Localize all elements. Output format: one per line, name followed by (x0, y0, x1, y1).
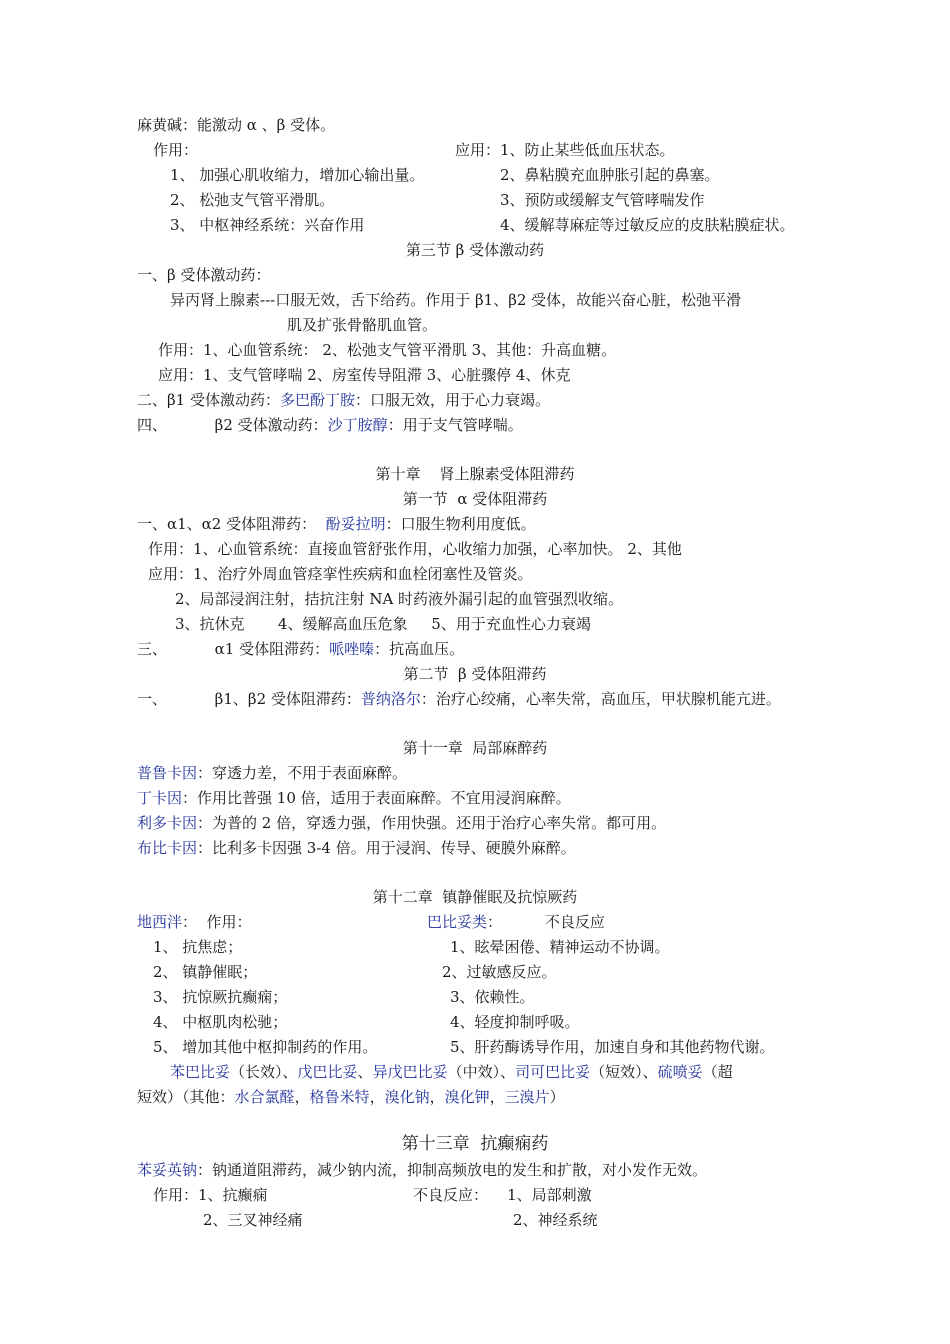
alpha-blocker-line: 一、α1、α2 受体阻滞药： 酚妥拉明：口服生物利用度低。 (137, 515, 536, 533)
ephedrine-action-1: 1、 加强心肌收缩力，增加心输出量。 (170, 166, 425, 184)
drug-chloral-hydrate: 水合氯醛 (234, 1088, 295, 1106)
alpha1-blocker-line: 三、 α1 受体阻滞药：哌唑嗪：抗高血压。 (137, 640, 465, 658)
ephedrine-title: 麻黄碱：能激动 α 、β 受体。 (137, 116, 336, 134)
chapter-12-title: 第十二章 镇静催眠及抗惊厥药 (372, 888, 578, 906)
local-anesthetic-row: 丁卡因：作用比普强 10 倍，适用于表面麻醉。不宜用浸润麻醉。 (137, 789, 571, 807)
phenytoin-adverse-1: 不良反应： 1、局部刺激 (413, 1186, 592, 1204)
drug-procaine: 普鲁卡因 (137, 764, 198, 782)
drug-pentobarbital: 戊巴比妥 (297, 1063, 358, 1081)
phenytoin-action-1: 作用：1、抗癫痫 (153, 1186, 268, 1204)
barbiturate-classes-line-1: 苯巴比妥（长效）、戊巴比妥、异戊巴比妥（中效）、司可巴比妥（短效）、硫喷妥（超 (170, 1063, 733, 1081)
beta2-agonist-line: 四、 β2 受体激动药：沙丁胺醇：用于支气管哮喘。 (137, 416, 523, 434)
barbiturate-adverse-1: 1、眩晕困倦、精神运动不协调。 (450, 938, 670, 956)
phenytoin-line: 苯妥英钠：钠通道阻滞药，减少钠内流，抑制高频放电的发生和扩散，对小发作无效。 (137, 1161, 708, 1179)
diazepam-action-5: 5、 增加其他中枢抑制药的作用。 (153, 1038, 378, 1056)
ephedrine-use-2: 2、鼻粘膜充血肿胀引起的鼻塞。 (500, 166, 720, 184)
ch10-section-1-title: 第一节 α 受体阻滞药 (402, 490, 548, 508)
drug-prazosin: 哌唑嗪 (329, 640, 375, 658)
barbiturate-adverse-5: 5、肝药酶诱导作用，加速自身和其他药物代谢。 (450, 1038, 775, 1056)
isoprenaline-action: 作用：1、心血管系统： 2、松弛支气管平滑肌 3、其他：升高血糖。 (158, 341, 617, 359)
drug-lidocaine: 利多卡因 (137, 814, 198, 832)
drug-diazepam: 地西泮 (137, 913, 183, 931)
phentolamine-use-2: 2、局部浸润注射，拮抗注射 NA 时药液外漏引起的血管强烈收缩。 (175, 590, 624, 608)
barbiturate-adverse-2: 2、过敏感反应。 (442, 963, 557, 981)
ephedrine-action-2: 2、 松弛支气管平滑肌。 (170, 191, 335, 209)
drug-potassium-bromide: 溴化钾 (444, 1088, 490, 1106)
diazepam-action-3: 3、 抗惊厥抗癫痫； (153, 988, 288, 1006)
drug-tetracaine: 丁卡因 (137, 789, 183, 807)
drug-dobutamine: 多巴酚丁胺 (279, 391, 355, 409)
barbiturate-adverse-3: 3、依赖性。 (450, 988, 535, 1006)
beta-blocker-line: 一、 β1、β2 受体阻滞药：普纳洛尔：治疗心绞痛，心率失常，高血压，甲状腺机能亢进。 (137, 690, 781, 708)
chapter-13-title: 第十三章 抗癫痫药 (401, 1134, 549, 1154)
ephedrine-action-label: 作用： (153, 141, 199, 159)
drug-amobarbital: 异戊巴比妥 (372, 1063, 448, 1081)
diazepam-heading: 地西泮： 作用： (137, 913, 252, 931)
drug-thiopental: 硫喷妥 (657, 1063, 703, 1081)
beta1-agonist-line: 二、β1 受体激动药：多巴酚丁胺：口服无效，用于心力衰竭。 (137, 391, 551, 409)
drug-bupivacaine: 布比卡因 (137, 839, 198, 857)
ephedrine-use-3: 3、预防或缓解支气管哮喘发作 (500, 191, 705, 209)
ephedrine-action-3: 3、 中枢神经系统：兴奋作用 (170, 216, 365, 234)
diazepam-action-4: 4、 中枢肌肉松驰； (153, 1013, 288, 1031)
drug-sodium-bromide: 溴化钠 (384, 1088, 430, 1106)
ephedrine-use-4: 4、缓解荨麻症等过敏反应的皮肤粘膜症状。 (500, 216, 795, 234)
phentolamine-use-3: 3、抗休克 4、缓解高血压危象 5、用于充血性心力衰竭 (175, 615, 591, 633)
barbiturate-classes-line-2: 短效）（其他：水合氯醛，格鲁米特，溴化钠，溴化钾，三溴片） (137, 1088, 565, 1106)
isoprenaline-use: 应用：1、支气管哮喘 2、房室传导阻滞 3、心脏骤停 4、休克 (158, 366, 571, 384)
drug-tribromide-tablet: 三溴片 (504, 1088, 550, 1106)
local-anesthetic-row: 布比卡因：比利多卡因强 3-4 倍。用于浸润、传导、硬膜外麻醉。 (137, 839, 576, 857)
chapter-11-title: 第十一章 局部麻醉药 (402, 739, 548, 757)
phentolamine-use-1: 应用：1、治疗外周血管痉挛性疾病和血栓闭塞性及管炎。 (148, 565, 533, 583)
drug-barbiturates: 巴比妥类 (427, 913, 488, 931)
phentolamine-action: 作用：1、心血管系统：直接血管舒张作用，心收缩力加强，心率加快。 2、其他 (148, 540, 682, 558)
chapter-10-title: 第十章 肾上腺素受体阻滞药 (375, 465, 575, 483)
diazepam-action-2: 2、 镇静催眠； (153, 963, 258, 981)
ch10-section-2-title: 第二节 β 受体阻滞药 (403, 665, 547, 683)
drug-phentolamine: 酚妥拉明 (325, 515, 386, 533)
drug-phenobarbital: 苯巴比妥 (170, 1063, 231, 1081)
drug-secobarbital: 司可巴比妥 (515, 1063, 591, 1081)
isoprenaline-line-2: 肌及扩张骨骼肌血管。 (287, 316, 438, 334)
local-anesthetic-row: 利多卡因：为普的 2 倍，穿透力强，作用快强。还用于治疗心率失常。都可用。 (137, 814, 667, 832)
local-anesthetic-row: 普鲁卡因：穿透力差，不用于表面麻醉。 (137, 764, 408, 782)
drug-glutethimide: 格鲁米特 (309, 1088, 370, 1106)
drug-propranolol: 普纳洛尔 (360, 690, 421, 708)
phenytoin-adverse-2: 2、神经系统 (513, 1211, 598, 1229)
drug-phenytoin: 苯妥英钠 (137, 1161, 198, 1179)
phenytoin-action-2: 2、三叉神经痛 (203, 1211, 303, 1229)
barbiturate-adverse-4: 4、轻度抑制呼吸。 (450, 1013, 580, 1031)
ephedrine-use-label: 应用：1、防止某些低血压状态。 (455, 141, 675, 159)
diazepam-action-1: 1、 抗焦虑； (153, 938, 243, 956)
isoprenaline-line-1: 异丙肾上腺素---口服无效，舌下给药。作用于 β1、β2 受体，故能兴奋心脏，松弛平滑 (170, 291, 742, 309)
drug-salbutamol: 沙丁胺醇 (327, 416, 388, 434)
barbiturate-heading: 巴比妥类： 不良反应 (427, 913, 605, 931)
beta-agonist-heading: 一、β 受体激动药： (137, 266, 271, 284)
section-3-title: 第三节 β 受体激动药 (405, 241, 545, 259)
